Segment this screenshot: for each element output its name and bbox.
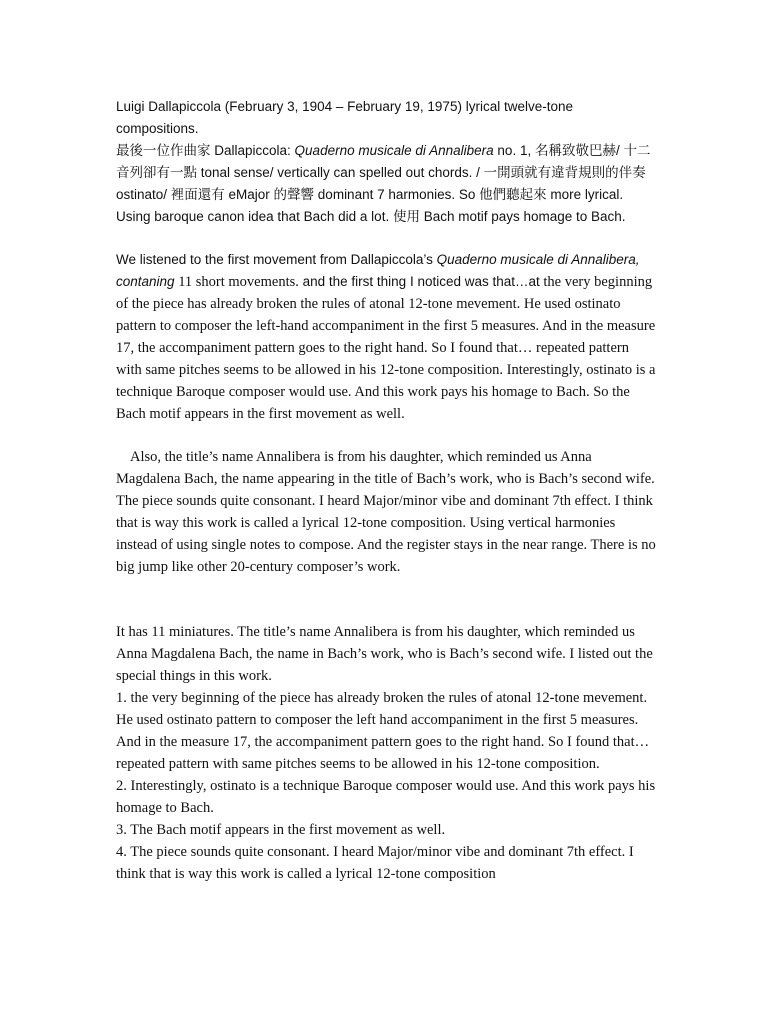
paragraph-first-movement [116, 249, 656, 425]
first-movement-intro: We listened to the first movement from Dallapiccola’s [116, 252, 437, 267]
list-item: 4. The piece sounds quite consonant. I heard Major/minor vibe and dominant 7th effect. I think that is way this work is called a lyrical 12-tone composition [116, 844, 634, 882]
first-movement-title: Quaderno musicale di Annalibera, contaning [116, 252, 640, 289]
intro-line: Luigi Dallapiccola (February 3, 1904 – February 19, 1975) lyrical twelve-tone compositions. [116, 99, 573, 136]
list-item: 3. The Bach motif appears in the first movement as well. [116, 822, 446, 838]
list-item: 1. the very beginning of the piece has already broken the rules of atonal 12-tone mevement. He used ostinato pattern to composer the left hand accompaniment in the first 5 measures. And in the measure 17, the accompaniment pattern goes to the right hand. So I found that… repeated pattern with same pitches seems to be allowed in his 12-tone composition. [116, 690, 650, 772]
intro-cjk-lead: 最後一位作曲家 Dallapiccola: [116, 143, 295, 158]
first-movement-lead: and the first thing I noticed was that…at [298, 274, 540, 289]
first-movement-body: the very beginning of the piece has already broken the rules of atonal 12-tone mevement. He used ostinato pattern to composer the left-hand accompaniment in the first 5 measures. And in the measure 17, the accompaniment pattern goes to the right hand. So I found that… repeated pattern with same pitches seems to be allowed in his 12-tone composition. Interestingly, ostinato is a technique Baroque composer would use. And this work pays his homage to Bach. So the Bach motif appears in the first movement as well. [116, 274, 656, 422]
first-movement-count: 11 short movements. [174, 274, 299, 290]
document-page [116, 96, 656, 885]
work-title: Quaderno musicale di Annalibera [294, 143, 494, 158]
intro-notes: no. 1, 名稱致敬巴赫/ 十二音列卻有一點 tonal sense/ vertically can spelled out chords. / 一開頭就有違背規則的伴奏 ostinato/ 裡面還有 eMajor 的聲響 dominant 7 harmonies. So 他們聽起來 more lyrical. Using baroque canon idea that Bach did a lot. 使用 Bach motif pays homage to Bach. [116, 143, 651, 224]
miniatures-intro: It has 11 miniatures. The title’s name Annalibera is from his daughter, which reminded us Anna Magdalena Bach, the name in Bach’s work, who is Bach’s second wife. I listed out the special things in this work. [116, 624, 653, 684]
paragraph-miniatures [116, 621, 656, 885]
paragraph-intro-mixed [116, 96, 656, 228]
paragraph-title-name: Also, the title’s name Annalibera is from his daughter, which reminded us Anna Magdalena Bach, the name appearing in the title of Bach’s work, who is Bach’s second wife. The piece sounds quite consonant. I heard Major/minor vibe and dominant 7th effect. I think that is way this work is called a lyrical 12-tone composition. Using vertical harmonies instead of using single notes to compose. And the register stays in the near range. There is no big jump like other 20-century composer’s work. [116, 449, 656, 575]
list-item: 2. Interestingly, ostinato is a technique Baroque composer would use. And this work pays his homage to Bach. [116, 778, 656, 816]
